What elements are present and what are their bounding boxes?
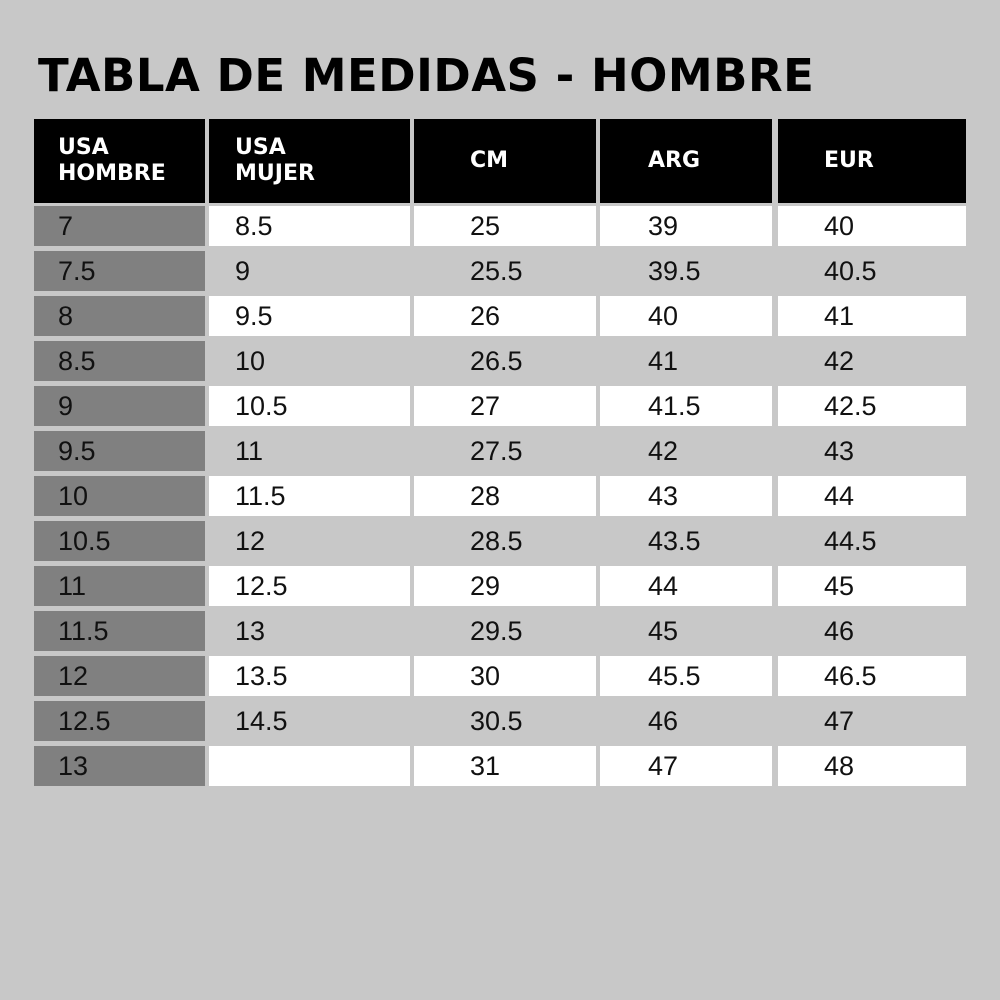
cell-arg: 41 <box>600 341 772 381</box>
cell-cm: 30.5 <box>414 701 596 741</box>
cell-usa-hombre: 10.5 <box>34 521 205 561</box>
cell-usa-hombre: 12 <box>34 656 205 696</box>
cell-arg: 44 <box>600 566 772 606</box>
cell-arg: 45.5 <box>600 656 772 696</box>
cell-usa-mujer: 12 <box>209 521 410 561</box>
cell-cm: 29.5 <box>414 611 596 651</box>
header-label-line: EUR <box>824 148 874 173</box>
cell-usa-mujer: 9 <box>209 251 410 291</box>
header-eur <box>778 119 966 203</box>
header-label-line: MUJER <box>235 161 315 186</box>
header-label-line: HOMBRE <box>58 161 166 186</box>
cell-usa-mujer: 8.5 <box>209 206 410 246</box>
cell-usa-mujer: 9.5 <box>209 296 410 336</box>
cell-usa-mujer <box>209 746 410 786</box>
header-cm <box>414 119 596 203</box>
header-usa-hombre <box>34 119 205 203</box>
cell-eur: 42.5 <box>778 386 966 426</box>
header-label-line: USA <box>235 135 286 160</box>
header-label-line: USA <box>58 135 109 160</box>
cell-eur: 40 <box>778 206 966 246</box>
cell-usa-mujer: 12.5 <box>209 566 410 606</box>
cell-eur: 41 <box>778 296 966 336</box>
cell-usa-mujer: 10 <box>209 341 410 381</box>
cell-usa-mujer: 10.5 <box>209 386 410 426</box>
cell-usa-hombre: 7 <box>34 206 205 246</box>
cell-arg: 43 <box>600 476 772 516</box>
header-label-line: ARG <box>648 148 701 173</box>
cell-usa-hombre: 13 <box>34 746 205 786</box>
cell-arg: 42 <box>600 431 772 471</box>
header-label-line: CM <box>470 148 509 173</box>
cell-arg: 46 <box>600 701 772 741</box>
cell-usa-hombre: 10 <box>34 476 205 516</box>
cell-cm: 27 <box>414 386 596 426</box>
cell-usa-hombre: 8.5 <box>34 341 205 381</box>
cell-cm: 25.5 <box>414 251 596 291</box>
cell-eur: 42 <box>778 341 966 381</box>
page-title: TABLA DE MEDIDAS - HOMBRE <box>38 49 815 102</box>
cell-usa-hombre: 8 <box>34 296 205 336</box>
cell-usa-mujer: 13 <box>209 611 410 651</box>
cell-usa-hombre: 9.5 <box>34 431 205 471</box>
cell-usa-hombre: 7.5 <box>34 251 205 291</box>
cell-usa-hombre: 11 <box>34 566 205 606</box>
cell-usa-mujer: 13.5 <box>209 656 410 696</box>
cell-cm: 26.5 <box>414 341 596 381</box>
cell-arg: 39 <box>600 206 772 246</box>
cell-eur: 44.5 <box>778 521 966 561</box>
cell-usa-mujer: 11 <box>209 431 410 471</box>
cell-cm: 31 <box>414 746 596 786</box>
cell-cm: 28 <box>414 476 596 516</box>
cell-cm: 25 <box>414 206 596 246</box>
cell-arg: 40 <box>600 296 772 336</box>
cell-eur: 44 <box>778 476 966 516</box>
cell-cm: 29 <box>414 566 596 606</box>
cell-usa-mujer: 14.5 <box>209 701 410 741</box>
header-arg <box>600 119 772 203</box>
cell-usa-hombre: 12.5 <box>34 701 205 741</box>
cell-eur: 45 <box>778 566 966 606</box>
cell-eur: 48 <box>778 746 966 786</box>
cell-arg: 45 <box>600 611 772 651</box>
cell-usa-mujer: 11.5 <box>209 476 410 516</box>
cell-cm: 27.5 <box>414 431 596 471</box>
cell-arg: 47 <box>600 746 772 786</box>
cell-eur: 40.5 <box>778 251 966 291</box>
cell-eur: 46.5 <box>778 656 966 696</box>
cell-arg: 39.5 <box>600 251 772 291</box>
cell-cm: 30 <box>414 656 596 696</box>
cell-eur: 43 <box>778 431 966 471</box>
cell-usa-hombre: 9 <box>34 386 205 426</box>
cell-arg: 41.5 <box>600 386 772 426</box>
cell-usa-hombre: 11.5 <box>34 611 205 651</box>
cell-eur: 47 <box>778 701 966 741</box>
cell-arg: 43.5 <box>600 521 772 561</box>
cell-eur: 46 <box>778 611 966 651</box>
cell-cm: 28.5 <box>414 521 596 561</box>
header-usa-mujer <box>209 119 410 203</box>
cell-cm: 26 <box>414 296 596 336</box>
